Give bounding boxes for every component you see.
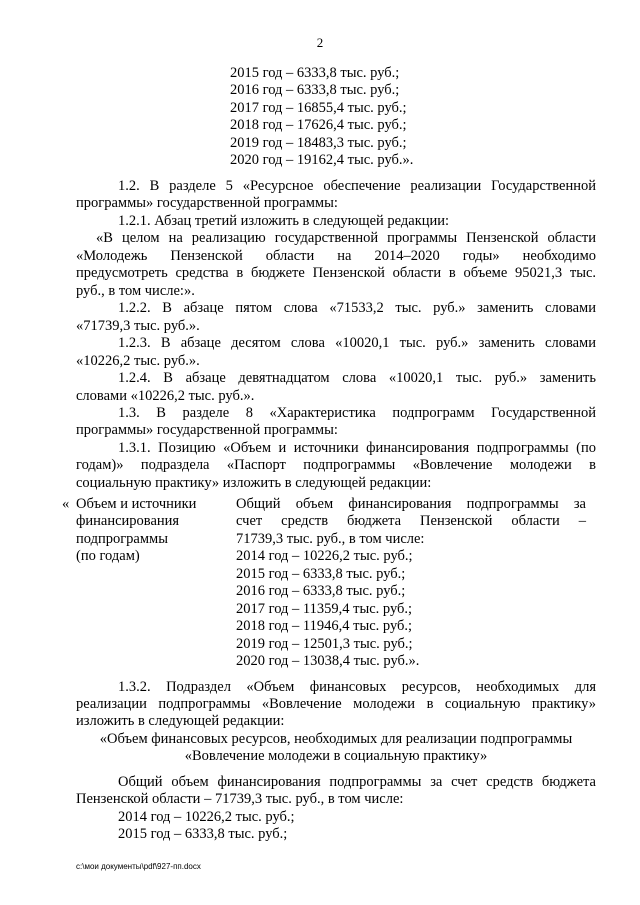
final-year-line: 2015 год – 6333,8 тыс. руб.; xyxy=(118,826,288,842)
quote1-line1: «В целом на реализацию государственной программы Пензенской области xyxy=(96,230,596,246)
table-year-line: 2019 год – 12501,3 тыс. руб.; xyxy=(236,636,413,652)
quote1-line2: «Молодежь Пензенской области на 2014–2020 годы» необходимо xyxy=(76,248,596,264)
file-path-footer: c:\мои документы\pdf\927-пп.docx xyxy=(76,862,201,871)
table-open-quote: « xyxy=(62,496,70,512)
paragraph-1-3-1-line3: социальную практику» изложить в следующей редакции: xyxy=(76,475,432,491)
table-right-intro: счет средств бюджета Пензенской области – xyxy=(236,513,586,529)
year-line: 2020 год – 19162,4 тыс. руб.». xyxy=(230,152,414,168)
paragraph-1-3-line2: программы» государственной программы: xyxy=(76,422,338,438)
paragraph-1-3-2-line1: 1.3.2. Подраздел «Объем финансовых ресурсов, необходимых для xyxy=(118,679,596,695)
paragraph-1-2-2-line2: «71739,3 тыс. руб.». xyxy=(76,318,200,334)
paragraph-1-3-1-line2: годам)» подраздела «Паспорт подпрограммы «Вовлечение молодежи в xyxy=(76,457,596,473)
year-line: 2017 год – 16855,4 тыс. руб.; xyxy=(230,100,407,116)
table-year-line: 2015 год – 6333,8 тыс. руб.; xyxy=(236,566,406,582)
paragraph-1-3-1-line1: 1.3.1. Позицию «Объем и источники финансирования подпрограммы (по xyxy=(118,440,596,456)
year-line: 2019 год – 18483,3 тыс. руб.; xyxy=(230,135,407,151)
table-left-line: (по годам) xyxy=(76,548,140,564)
table-left-line: Объем и источники xyxy=(76,496,197,512)
paragraph-1-2-line2: программы» государственной программы: xyxy=(76,195,338,211)
section-heading-line2: «Вовлечение молодежи в социальную практику» xyxy=(184,748,488,764)
paragraph-1-2-3-line2: «10226,2 тыс. руб.». xyxy=(76,353,200,369)
paragraph-1-3-2-line2: реализации подпрограммы «Вовлечение молодежи в социальную практику» xyxy=(76,696,596,712)
quote1-line3: предусмотреть средства в бюджете Пензенской области в объеме 95021,3 тыс. xyxy=(76,265,596,281)
table-year-line: 2014 год – 10226,2 тыс. руб.; xyxy=(236,548,413,564)
section-heading-line1: «Объем финансовых ресурсов, необходимых для реализации подпрограммы xyxy=(99,731,573,747)
year-line: 2015 год – 6333,8 тыс. руб.; xyxy=(230,65,400,81)
paragraph-1-2-4-line2: словами «10226,2 тыс. руб.». xyxy=(76,388,255,404)
final-paragraph-line2: Пензенской области – 71739,3 тыс. руб., в том числе: xyxy=(76,791,404,807)
table-right-intro: 71739,3 тыс. руб., в том числе: xyxy=(236,531,425,547)
table-year-line: 2016 год – 6333,8 тыс. руб.; xyxy=(236,583,406,599)
table-year-line: 2017 год – 11359,4 тыс. руб.; xyxy=(236,601,413,617)
table-year-line: 2018 год – 11946,4 тыс. руб.; xyxy=(236,618,413,634)
page-number: 2 xyxy=(316,35,324,50)
year-line: 2018 год – 17626,4 тыс. руб.; xyxy=(230,117,407,133)
table-left-line: финансирования xyxy=(76,513,180,529)
quote1-line4: руб., в том числе:». xyxy=(76,283,195,299)
year-line: 2016 год – 6333,8 тыс. руб.; xyxy=(230,82,400,98)
table-left-line: подпрограммы xyxy=(76,531,168,547)
paragraph-1-2-line1: 1.2. В разделе 5 «Ресурсное обеспечение реализации Государственной xyxy=(118,178,596,194)
paragraph-1-2-2-line1: 1.2.2. В абзаце пятом слова «71533,2 тыс. руб.» заменить словами xyxy=(118,300,596,316)
paragraph-1-2-1: 1.2.1. Абзац третий изложить в следующей редакции: xyxy=(118,213,450,229)
final-year-line: 2014 год – 10226,2 тыс. руб.; xyxy=(118,809,295,825)
table-right-intro: Общий объем финансирования подпрограммы за xyxy=(236,496,586,512)
table-year-line: 2020 год – 13038,4 тыс. руб.». xyxy=(236,653,420,669)
paragraph-1-3-2-line3: изложить в следующей редакции: xyxy=(76,713,285,729)
final-paragraph-line1: Общий объем финансирования подпрограммы за счет средств бюджета xyxy=(118,774,596,790)
paragraph-1-3-line1: 1.3. В разделе 8 «Характеристика подпрограмм Государственной xyxy=(118,405,596,421)
paragraph-1-2-4-line1: 1.2.4. В абзаце девятнадцатом слова «10020,1 тыс. руб.» заменить xyxy=(118,370,596,386)
paragraph-1-2-3-line1: 1.2.3. В абзаце десятом слова «10020,1 тыс. руб.» заменить словами xyxy=(118,335,596,351)
